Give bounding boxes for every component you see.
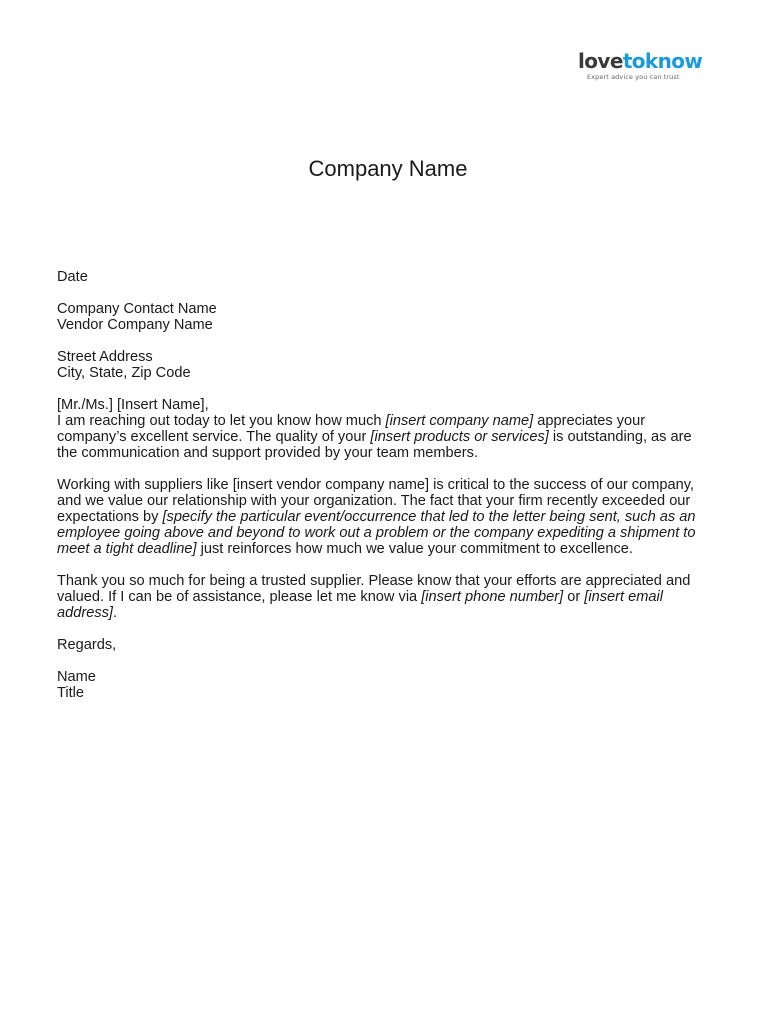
- recipient-block: [57, 301, 727, 333]
- date-line: [57, 269, 727, 285]
- text-span: company’s excellent service. The quality of your: [57, 429, 371, 445]
- placeholder-products-services: [insert products or services]: [370, 429, 549, 445]
- closing: Regards,: [57, 637, 117, 653]
- text-span: just reinforces how much we value your commitment to excellence.: [196, 541, 633, 557]
- logo-tagline: Expert advice you can trust: [587, 73, 680, 81]
- text-span: or: [563, 589, 585, 605]
- date: Date: [57, 269, 88, 285]
- lovetoknow-logo: [578, 50, 702, 81]
- signature-block: [57, 669, 727, 701]
- placeholder-event-end: meet a tight deadline]: [57, 541, 197, 557]
- text-span: valued. If I can be of assistance, please let me know via: [57, 589, 422, 605]
- paragraph-2-line-5: [57, 541, 727, 557]
- paragraph-2-line-1: Working with suppliers like [insert vendor company name] is critical to the success of our company,: [57, 477, 694, 493]
- paragraph-3-line-1: Thank you so much for being a trusted supplier. Please know that your efforts are appreciated and: [57, 573, 691, 589]
- text-span: appreciates your: [533, 413, 646, 429]
- paragraph-1-line-3: the communication and support provided by your team members.: [57, 445, 478, 461]
- placeholder-event-middle: employee going above and beyond to work out a problem or the company expediting a shipment to: [57, 525, 696, 541]
- paragraph-1-line-2: [57, 429, 727, 445]
- placeholder-email-end: address]: [57, 605, 113, 621]
- paragraph-2: [57, 477, 727, 557]
- logo-word-love: love: [578, 49, 623, 73]
- logo-word-to: to: [622, 49, 645, 73]
- paragraph-3: [57, 573, 727, 621]
- placeholder-company-name: [insert company name]: [385, 413, 534, 429]
- letter-body: [57, 269, 727, 701]
- address-block: [57, 349, 727, 381]
- text-span: is outstanding, as are: [548, 429, 692, 445]
- placeholder-phone-number: [insert phone number]: [421, 589, 564, 605]
- logo-word-know: know: [644, 49, 703, 73]
- paragraph-1: [57, 397, 727, 461]
- street-address: Street Address: [57, 349, 153, 365]
- paragraph-2-line-4: [57, 525, 727, 541]
- paragraph-2-line-2: and we value our relationship with your organization. The fact that your firm recently exceeded our: [57, 493, 691, 509]
- vendor-company-name: Vendor Company Name: [57, 317, 213, 333]
- text-span: expectations by: [57, 509, 163, 525]
- company-name-heading: Company Name: [308, 156, 468, 181]
- paragraph-1-line-1: [57, 413, 727, 429]
- signer-title: Title: [57, 685, 85, 701]
- signer-name: Name: [57, 669, 96, 685]
- salutation: [Mr./Ms.] [Insert Name],: [57, 397, 209, 413]
- text-span: I am reaching out today to let you know how much: [57, 413, 386, 429]
- city-state-zip: City, State, Zip Code: [57, 365, 191, 381]
- text-span: .: [112, 605, 118, 621]
- paragraph-2-line-3: [57, 509, 727, 525]
- paragraph-3-line-2: [57, 589, 727, 605]
- paragraph-3-line-3: [57, 605, 727, 621]
- closing-line: [57, 637, 727, 653]
- placeholder-email-start: [insert email: [584, 589, 663, 605]
- logo-wordmark: [578, 50, 702, 72]
- placeholder-event-start: [specify the particular event/occurrence that led to the letter being sent, such as an: [162, 509, 696, 525]
- contact-name: Company Contact Name: [57, 301, 217, 317]
